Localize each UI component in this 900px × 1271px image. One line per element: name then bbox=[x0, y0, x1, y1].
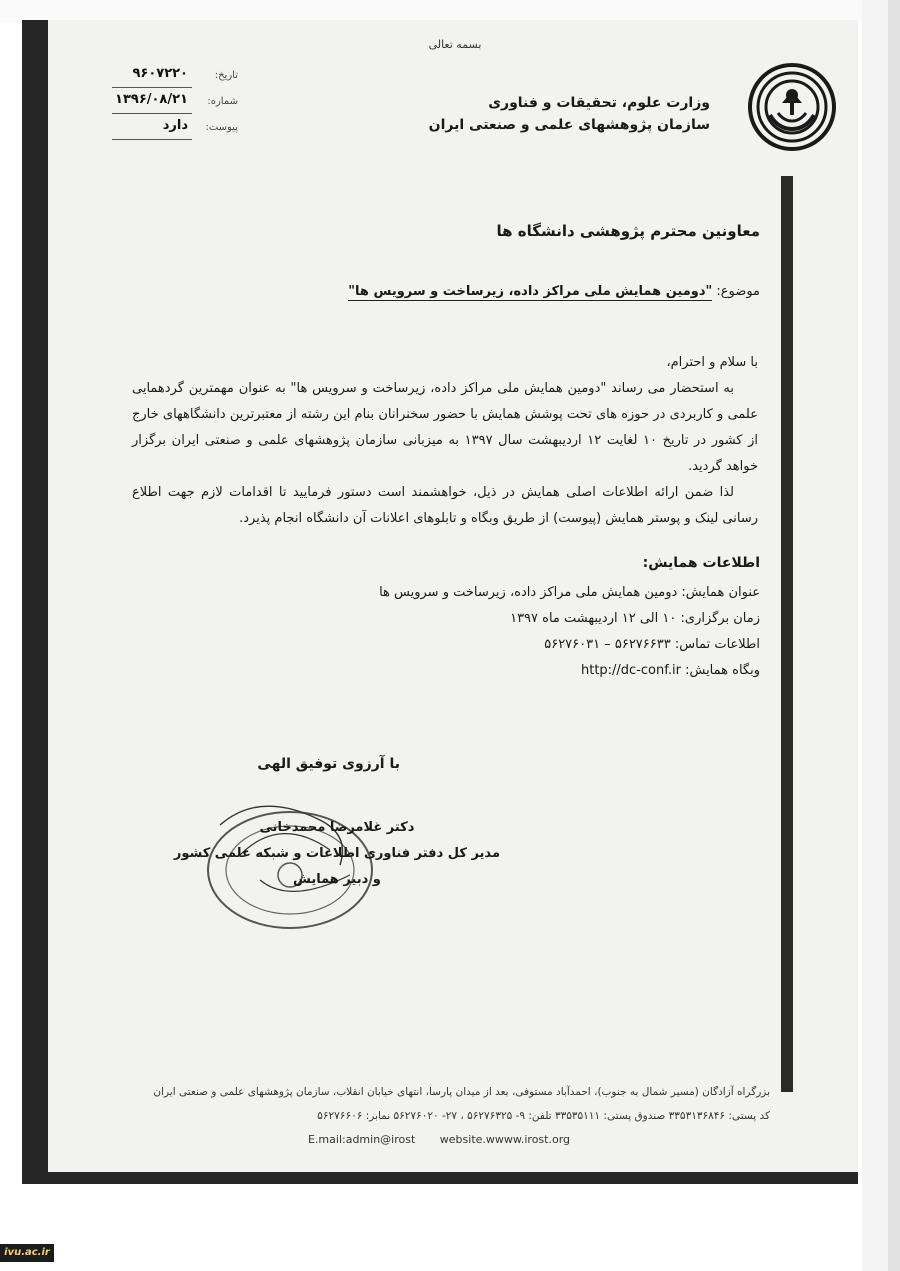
conference-name-row: عنوان همایش: دومین همایش ملی مراکز داده، زیرساخت و سرویس ها bbox=[379, 585, 760, 600]
scan-left-shadow-bar bbox=[22, 20, 48, 1182]
paragraph-1: به استحضار می رساند "دومین همایش ملی مراکز داده، زیرساخت و سرویس ها" به عنوان مهمترین گردهمایی علمی و کاربردی در حوزه های تحت پوشش همایش با حضور سخنرانان بنام این رشته از معتبرترین دانشگاههای خارج از کشور در تاریخ ۱۰ لغایت ۱۲ اردیبهشت سال ۱۳۹۷ به میزبانی سازمان پژوهشهای علمی و صنعتی ایران برگزار خواهد گردید. bbox=[132, 381, 758, 474]
attachment-value: دارد bbox=[162, 118, 188, 133]
meta-number-row bbox=[58, 92, 238, 118]
date-value: ۹۶۰۷۲۲۰ bbox=[132, 66, 188, 81]
number-label: شماره: bbox=[207, 96, 238, 107]
subject-label: موضوع: bbox=[716, 284, 760, 299]
closing-phrase: با آرزوی توفیق الهی bbox=[257, 756, 400, 772]
conference-info bbox=[379, 580, 760, 684]
subject-value: "دومین همایش ملی مراکز داده، زیرساخت و سرویس ها" bbox=[348, 284, 713, 299]
number-value: ۱۳۹۶/۰۸/۲۱ bbox=[115, 92, 188, 107]
ministry-name: وزارت علوم، تحقیقات و فناوری bbox=[488, 95, 710, 111]
addressee: معاونین محترم پژوهشی دانشگاه ها bbox=[496, 222, 760, 240]
organization-header bbox=[429, 92, 710, 136]
letter-meta bbox=[58, 66, 238, 144]
basmala: بسمه تعالی bbox=[428, 38, 482, 51]
letter-body bbox=[132, 350, 758, 532]
scan-top-margin bbox=[0, 0, 900, 22]
attachment-underline bbox=[112, 139, 192, 140]
footer-contacts: کد پستی: ۳۳۵۳۱۳۶۸۴۶ صندوق پستی: ۳۳۵۳۵۱۱۱ تلفن: ۹- ۵۶۲۷۶۳۲۵ ، ۲۷- ۵۶۲۷۶۰۲۰ نمابر: ۵۶۲۷۶۶۰۶ bbox=[317, 1110, 770, 1122]
conference-info-title: اطلاعات همایش: bbox=[642, 555, 760, 571]
number-underline bbox=[112, 113, 192, 114]
meta-attachment-row bbox=[58, 118, 238, 144]
date-label: تاریخ: bbox=[214, 70, 238, 81]
greeting: با سلام و احترام، bbox=[666, 355, 758, 370]
letter-footer bbox=[108, 1080, 770, 1152]
footer-website: website.wwww.irost.org bbox=[439, 1133, 571, 1146]
meta-date-row bbox=[58, 66, 238, 92]
conference-time-row: زمان برگزاری: ۱۰ الی ۱۲ اردیبهشت ماه ۱۳۹۷ bbox=[510, 611, 760, 626]
conference-contact-row: اطلاعات تماس: ۵۶۲۷۶۶۳۳ – ۵۶۲۷۶۰۳۱ bbox=[544, 637, 760, 652]
conference-website-row bbox=[379, 658, 760, 684]
signer-title-1: مدیر کل دفتر فناوری اطلاعات و شبکه علمی کشور bbox=[173, 846, 500, 861]
date-underline bbox=[112, 87, 192, 88]
organization-name: سازمان پژوهشهای علمی و صنعتی ایران bbox=[428, 117, 710, 133]
letterhead-vertical-rule bbox=[781, 176, 793, 1092]
subject-line bbox=[348, 284, 760, 299]
signature-block bbox=[174, 815, 500, 893]
irost-logo-icon bbox=[748, 63, 836, 151]
footer-email: E.mail:admin@irost bbox=[307, 1133, 416, 1146]
site-watermark-badge: ivu.ac.ir bbox=[0, 1244, 54, 1262]
signer-title-2: و دبیر همایش bbox=[292, 872, 381, 887]
attachment-label: پیوست: bbox=[205, 122, 238, 133]
signer-name: دکتر غلامرضا محمدخانی bbox=[259, 820, 415, 835]
website-label: وبگاه همایش: bbox=[685, 663, 760, 678]
paragraph-2: لذا ضمن ارائه اطلاعات اصلی همایش در ذیل، خواهشمند است دستور فرمایید تا اقدامات لازم جهت اطلاع رسانی لینک و پوستر همایش (پیوست) از طریق وبگاه و تابلوهای اعلانات آن دانشگاه انجام پذیرد. bbox=[132, 485, 758, 526]
scan-bottom-shadow-bar bbox=[22, 1172, 858, 1184]
footer-address: بزرگراه آزادگان (مسیر شمال به جنوب)، احمدآباد مستوفی، بعد از میدان پارسا، انتهای خیابان انقلاب، سازمان پژوهشهای علمی و صنعتی ایران bbox=[153, 1086, 770, 1098]
website-link[interactable]: http://dc-conf.ir bbox=[580, 663, 681, 678]
scan-right-edge bbox=[888, 0, 900, 1271]
footer-email-website bbox=[108, 1128, 770, 1152]
